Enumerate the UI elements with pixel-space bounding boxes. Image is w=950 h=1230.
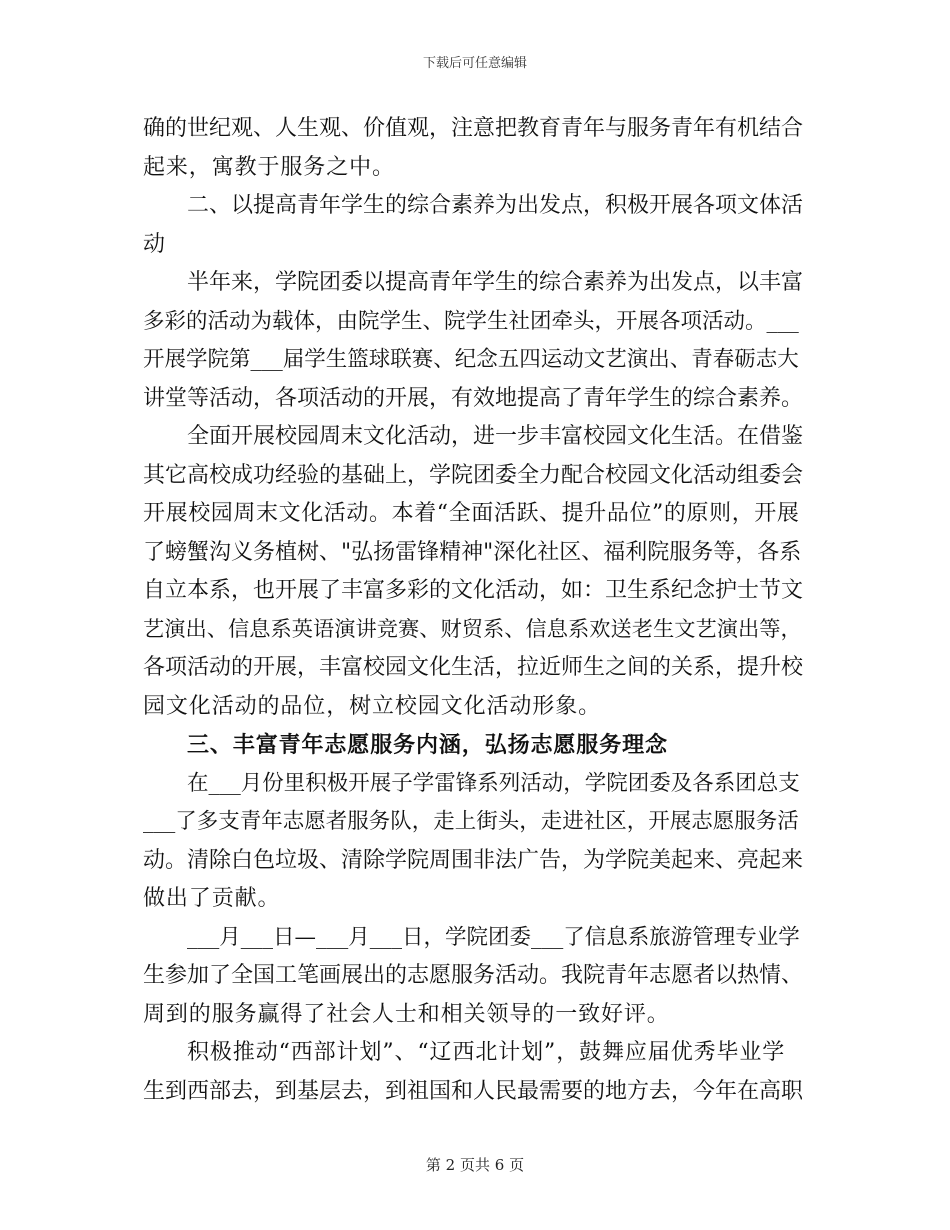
text-line: 艺演出、信息系英语演讲竞赛、财贸系、信息系欢送老生文艺演出等， <box>143 616 802 642</box>
text-line: ___月___日—___月___日，学院团委___了信息系旅游管理专业学 <box>187 924 800 950</box>
text-line: 自立本系，也开展了丰富多彩的文化活动，如：卫生系纪念护士节文 <box>143 578 804 603</box>
page-header: 下载后可任意编辑 <box>422 56 527 71</box>
text-line: 全面开展校园周末文化活动，进一步丰富校园文化生活。在借鉴 <box>187 424 804 449</box>
text-line: ___了多支青年志愿者服务队，走上街头，走进社区，开展志愿服务活 <box>143 809 799 834</box>
text-line: 积极推动“西部计划”、“辽西北计划”，鼓舞应届优秀毕业学 <box>187 1040 786 1065</box>
page-number: 第 2 页共 6 页 <box>425 1156 525 1174</box>
text-line: 动 <box>143 231 166 257</box>
text-line: 确的世纪观、人生观、价值观，注意把教育青年与服务青年有机结合 <box>143 116 804 141</box>
document-body <box>143 110 803 1111</box>
text-line: 了螃蟹沟义务植树、"弘扬雷锋精神"深化社区、福利院服务等，各系 <box>143 539 802 565</box>
text-line: 讲堂等活动，各项活动的开展，有效地提高了青年学生的综合素养。 <box>143 385 804 411</box>
text-line: 起来，寓教于服务之中。 <box>143 154 395 180</box>
text-line: 生到西部去，到基层去，到祖国和人民最需要的地方去，今年在高职 <box>143 1078 804 1104</box>
text-line: 其它高校成功经验的基础上，学院团委全力配合校园文化活动组委会 <box>143 462 804 488</box>
text-line: 在___月份里积极开展子学雷锋系列活动，学院团委及各系团总支 <box>187 770 800 796</box>
text-line: 动。清除白色垃圾、清除学院周围非法广告，为学院美起来、亮起来 <box>143 847 804 873</box>
text-line: 生参加了全国工笔画展出的志愿服务活动。我院青年志愿者以热情、 <box>143 963 804 988</box>
text-line: 半年来，学院团委以提高青年学生的综合素养为出发点，以丰富 <box>187 270 804 295</box>
text-line: 开展学院第___届学生篮球联赛、纪念五四运动文艺演出、青春砺志大 <box>143 347 799 372</box>
text-line: 周到的服务赢得了社会人士和相关领导的一致好评。 <box>143 1001 670 1027</box>
text-line: 开展校园周末文化活动。本着“全面活跃、提升品位”的原则，开展 <box>143 501 800 526</box>
text-line: 各项活动的开展，丰富校园文化生活，拉近师生之间的关系，提升校 <box>143 655 804 680</box>
text-line: 多彩的活动为载体，由院学生、院学生社团牵头，开展各项活动。___ <box>143 308 799 334</box>
text-line: 二、以提高青年学生的综合素养为出发点，积极开展各项文体活 <box>187 193 804 218</box>
text-line: 园文化活动的品位，树立校园文化活动形象。 <box>143 693 602 719</box>
text-line: 做出了贡献。 <box>143 886 281 911</box>
section-heading: 三、丰富青年志愿服务内涵，弘扬志愿服务理念 <box>187 732 668 758</box>
